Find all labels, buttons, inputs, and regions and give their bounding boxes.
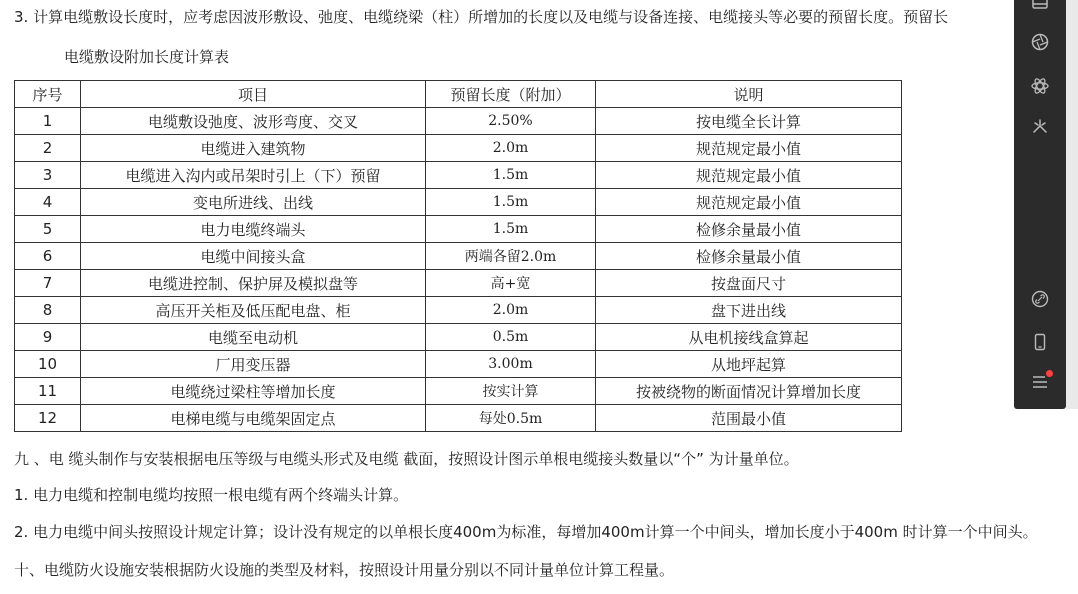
row-reserve-length: 1.5m xyxy=(426,216,596,243)
table-row xyxy=(15,189,902,216)
table-header-row xyxy=(15,81,902,108)
paragraph-section-9: 九 、电 缆头制作与安装根据电压等级与电缆头形式及电缆 截面，按照设计图示单根电缆接头数量以“个” 为计量单位。 xyxy=(14,450,799,468)
table-row xyxy=(15,405,902,432)
row-index: 10 xyxy=(15,351,81,378)
paragraph-cable-length: 3. 计算电缆敷设长度时，应考虑因波形敷设、弛度、电缆绕梁（柱）所增加的长度以及电缆与设备连接、电缆接头等必要的预留长度。预留长 xyxy=(14,8,949,26)
row-note: 检修余量最小值 xyxy=(596,216,902,243)
menu-icon[interactable] xyxy=(1026,368,1054,396)
row-index: 7 xyxy=(15,270,81,297)
atom-icon[interactable] xyxy=(1026,72,1054,100)
row-index: 8 xyxy=(15,297,81,324)
table-row xyxy=(15,378,902,405)
notification-dot xyxy=(1046,370,1053,377)
window-icon[interactable] xyxy=(1026,0,1054,16)
row-item: 厂用变压器 xyxy=(81,351,426,378)
row-item: 电缆绕过梁柱等增加长度 xyxy=(81,378,426,405)
table-row xyxy=(15,324,902,351)
row-index: 6 xyxy=(15,243,81,270)
table-title: 电缆敷设附加长度计算表 xyxy=(64,48,230,66)
row-item: 电缆进入沟内或吊架时引上（下）预留 xyxy=(81,162,426,189)
row-reserve-length: 2.0m xyxy=(426,297,596,324)
paragraph-9-item-2: 2. 电力电缆中间头按照设计规定计算；设计没有规定的以单根长度400m为标准，每增加400m计算一个中间头，增加长度小于400m 时计算一个中间头。 xyxy=(14,523,1038,541)
row-item: 电缆敷设弛度、波形弯度、交叉 xyxy=(81,108,426,135)
row-note: 按盘面尺寸 xyxy=(596,270,902,297)
row-note: 检修余量最小值 xyxy=(596,243,902,270)
header-reserve-length: 预留长度（附加） xyxy=(426,81,596,108)
table-row xyxy=(15,243,902,270)
row-note: 规范规定最小值 xyxy=(596,135,902,162)
row-item: 变电所进线、出线 xyxy=(81,189,426,216)
row-item: 电缆进入建筑物 xyxy=(81,135,426,162)
row-item: 电力电缆终端头 xyxy=(81,216,426,243)
row-reserve-length: 每处0.5m xyxy=(426,405,596,432)
paragraph-9-item-1: 1. 电力电缆和控制电缆均按照一根电缆有两个终端头计算。 xyxy=(14,486,409,504)
paragraph-section-10: 十、电缆防火设施安装根据防火设施的类型及材料，按照设计用量分别以不同计量单位计算工程量。 xyxy=(14,561,675,579)
row-note: 规范规定最小值 xyxy=(596,162,902,189)
row-index: 5 xyxy=(15,216,81,243)
row-reserve-length: 按实计算 xyxy=(426,378,596,405)
row-item: 电缆中间接头盒 xyxy=(81,243,426,270)
row-item: 电梯电缆与电缆架固定点 xyxy=(81,405,426,432)
row-index: 12 xyxy=(15,405,81,432)
row-item: 高压开关柜及低压配电盘、柜 xyxy=(81,297,426,324)
row-note: 规范规定最小值 xyxy=(596,189,902,216)
row-index: 1 xyxy=(15,108,81,135)
cable-length-table xyxy=(14,80,902,432)
header-item: 项目 xyxy=(81,81,426,108)
row-note: 从电机接线盒算起 xyxy=(596,324,902,351)
table-row xyxy=(15,270,902,297)
row-note: 按电缆全长计算 xyxy=(596,108,902,135)
header-index: 序号 xyxy=(15,81,81,108)
row-reserve-length: 1.5m xyxy=(426,162,596,189)
table-row xyxy=(15,351,902,378)
floating-toolbar xyxy=(1014,0,1066,409)
header-note: 说明 xyxy=(596,81,902,108)
row-note: 盘下进出线 xyxy=(596,297,902,324)
row-note: 按被绕物的断面情况计算增加长度 xyxy=(596,378,902,405)
table-body xyxy=(15,108,902,432)
row-reserve-length: 3.00m xyxy=(426,351,596,378)
table-row xyxy=(15,216,902,243)
sparkle-icon[interactable] xyxy=(1026,113,1054,141)
phone-icon[interactable] xyxy=(1026,328,1054,356)
row-item: 电缆进控制、保护屏及模拟盘等 xyxy=(81,270,426,297)
row-index: 4 xyxy=(15,189,81,216)
row-item: 电缆至电动机 xyxy=(81,324,426,351)
table-row xyxy=(15,135,902,162)
scrollbar-track[interactable] xyxy=(1066,0,1078,409)
row-index: 2 xyxy=(15,135,81,162)
row-index: 9 xyxy=(15,324,81,351)
aperture-icon[interactable] xyxy=(1026,28,1054,56)
table-row xyxy=(15,108,902,135)
row-index: 3 xyxy=(15,162,81,189)
row-reserve-length: 2.50% xyxy=(426,108,596,135)
row-reserve-length: 0.5m xyxy=(426,324,596,351)
row-reserve-length: 两端各留2.0m xyxy=(426,243,596,270)
link-icon[interactable] xyxy=(1026,285,1054,313)
table-row xyxy=(15,162,902,189)
row-reserve-length: 高+宽 xyxy=(426,270,596,297)
row-index: 11 xyxy=(15,378,81,405)
row-note: 从地坪起算 xyxy=(596,351,902,378)
table-row xyxy=(15,297,902,324)
row-reserve-length: 2.0m xyxy=(426,135,596,162)
row-note: 范围最小值 xyxy=(596,405,902,432)
row-reserve-length: 1.5m xyxy=(426,189,596,216)
